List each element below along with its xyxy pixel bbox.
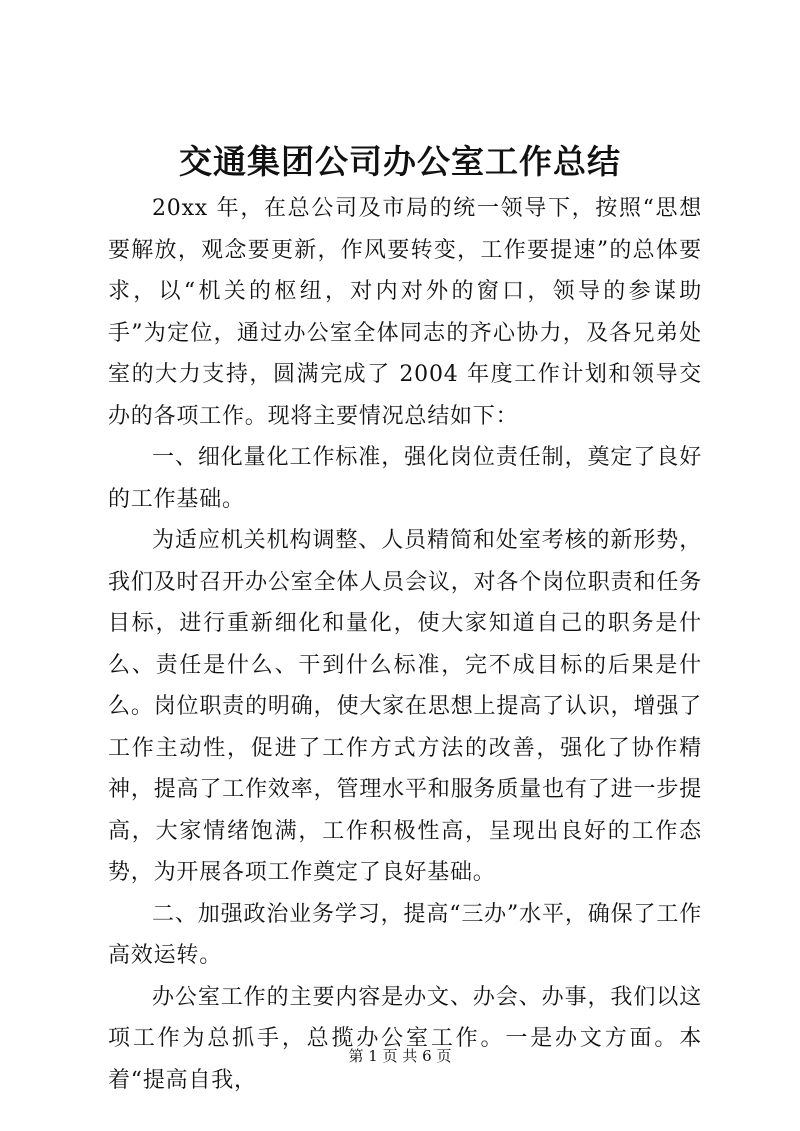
paragraph-intro: 20xx 年，在总公司及市局的统一领导下，按照“思想要解放，观念要更新，作风要转变，工作要提速”的总体要求，以“机关的枢纽，对内对外的窗口，领导的参谋助手”为定位，通过办公室全体同志的齐心协力，及各兄弟处室的大力支持，圆满完成了 2004 年度工作计划和领导交办的各项工作。现将主要情况总结如下： [108,196,702,429]
paragraph-section-2-body: 办公室工作的主要内容是办文、办会、办事，我们以这项工作为总抓手，总揽办公室工作。一是办文方面。本着“提高自我， [108,984,702,1093]
document-title: 交通集团公司办公室工作总结 [179,142,621,181]
page-footer: 第 1 页 共 6 页 [348,1047,452,1065]
paragraph-section-heading-2: 二、加强政治业务学习，提高“三办”水平，确保了工作高效运转。 [108,901,702,968]
paragraph-section-1-body: 为适应机关机构调整、人员精简和处室考核的新形势，我们及时召开办公室全体人员会议，对各个岗位职责和任务目标，进行重新细化和量化，使大家知道自己的职务是什么、责任是什么、干到什么标准，完不成目标的后果是什么。岗位职责的明确，使大家在思想上提高了认识，增强了工作主动性，促进了工作方式方法的改善，强化了协作精神，提高了工作效率，管理水平和服务质量也有了进一步提高，大家情绪饱满，工作积极性高，呈现出良好的工作态势，为开展各项工作奠定了良好基础。 [108,528,702,885]
paragraph-section-heading-1: 一、细化量化工作标准，强化岗位责任制，奠定了良好的工作基础。 [108,445,702,512]
document-body [108,188,702,1101]
